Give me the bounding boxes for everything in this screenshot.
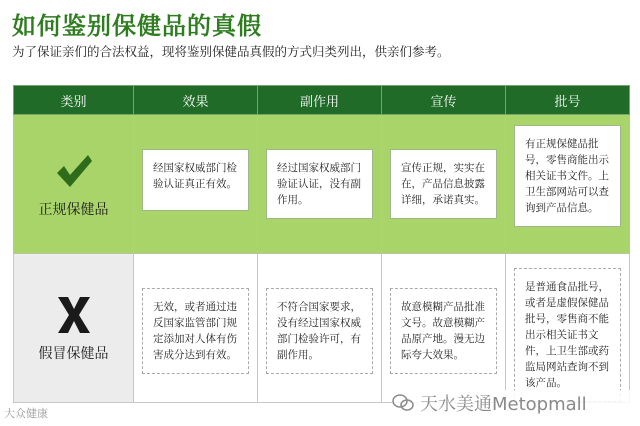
table-cell: 是普通食品批号，或者是虚假保健品批号，零售商不能出示相关证书文件，上卫生部或药监局网站查询不到该产品。 xyxy=(506,254,630,403)
row-label: 正规保健品 xyxy=(38,202,109,218)
watermark-right-text: 天水美通Metopmall xyxy=(420,394,587,415)
table-cell: 经国家权威部门检验认证真正有效。 xyxy=(134,115,258,254)
table-row-genuine xyxy=(14,115,630,254)
checkmark-icon xyxy=(52,149,96,193)
table-cell: 故意模糊产品批准文号。故意模糊产品原产地。漫无边际夸大效果。 xyxy=(382,254,506,403)
table-cell: 宣传正规，实实在在，产品信息披露详细，承诺真实。 xyxy=(382,115,506,254)
table-cell: 经过国家权威部门验证认证，没有副作用。 xyxy=(258,115,382,254)
table-header-row xyxy=(14,86,630,115)
header-category: 类别 xyxy=(14,86,134,115)
table-cell: 不符合国家要求，没有经过国家权威部门检验许可，有副作用。 xyxy=(258,254,382,403)
row-label-cell xyxy=(14,254,134,403)
row-label-cell xyxy=(14,115,134,254)
table-cell: 有正规保健品批号，零售商能出示相关证书文件。上卫生部网站可以查询到产品信息。 xyxy=(506,115,630,254)
header-approval-number: 批号 xyxy=(506,86,630,115)
watermark-left: 大众健康 xyxy=(4,407,48,420)
comparison-table xyxy=(13,85,630,403)
comparison-table-container xyxy=(13,85,629,389)
wechat-icon xyxy=(392,394,414,412)
row-label: 假冒保健品 xyxy=(38,346,109,362)
header-side-effect: 副作用 xyxy=(258,86,382,115)
header-promotion: 宣传 xyxy=(382,86,506,115)
page-subtitle: 为了保证亲们的合法权益，现将鉴别保健品真假的方式归类列出，供亲们参考。 xyxy=(12,44,450,59)
table-cell: 无效，或者通过违反国家监管部门规定添加对人体有伤害成分达到有效。 xyxy=(134,254,258,403)
table-row-fake xyxy=(14,254,630,403)
page-title: 如何鉴别保健品的真假 xyxy=(12,12,262,40)
header-effect: 效果 xyxy=(134,86,258,115)
cross-icon xyxy=(52,293,96,337)
watermark-right xyxy=(392,390,632,416)
